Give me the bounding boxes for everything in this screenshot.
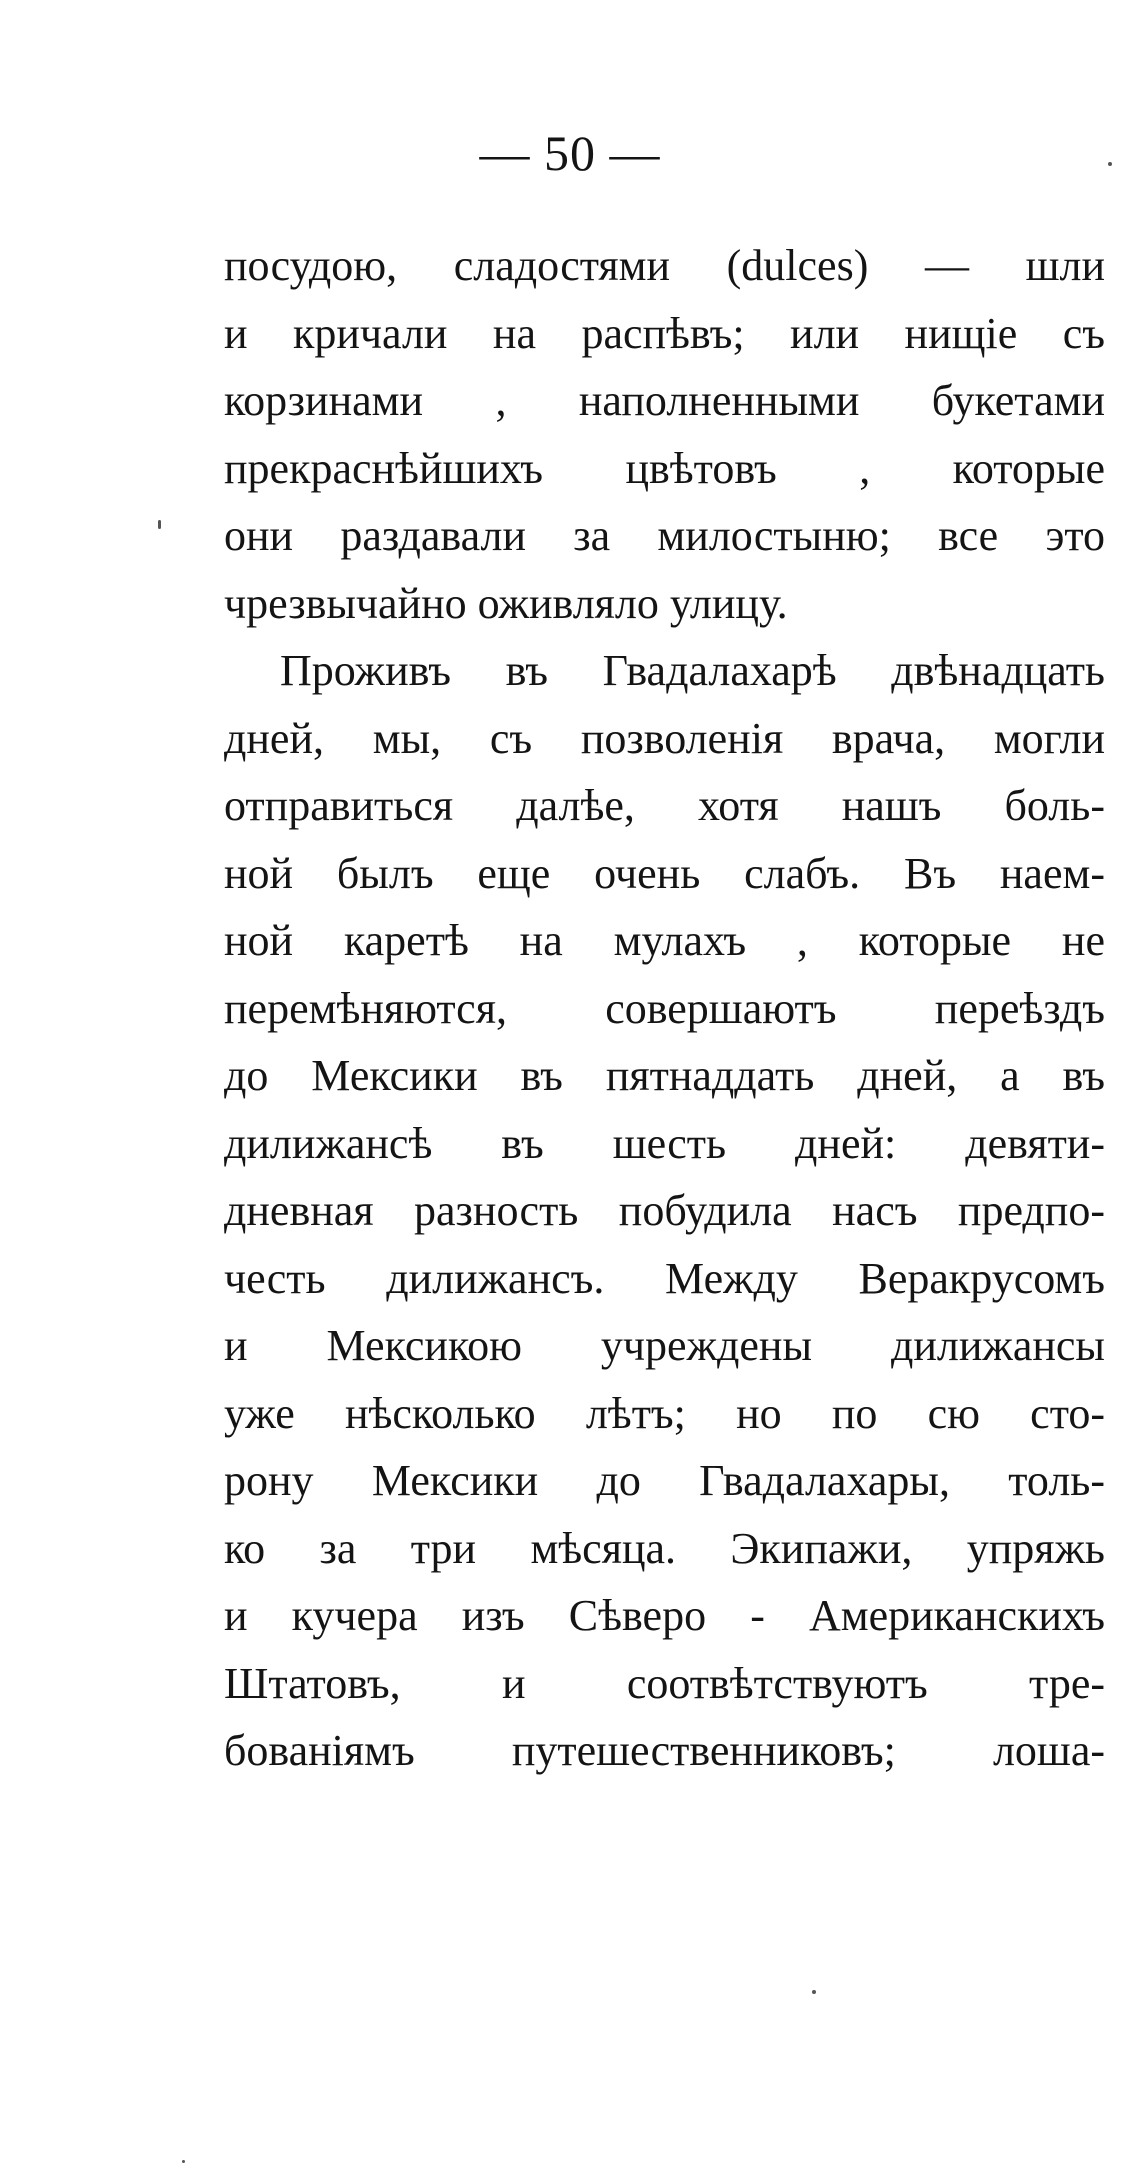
text-line: бованіямъ путешественниковъ; лоша- xyxy=(224,1726,1105,1775)
text-line: перемѣняются, совершаютъ переѣздъ xyxy=(224,983,1105,1033)
body-text xyxy=(224,232,1105,1785)
text-line: Проживъ въ Гвадалахарѣ двѣнадцать xyxy=(280,646,1105,695)
text-line: до Мексики въ пятнаддать дней, а въ xyxy=(224,1051,1105,1100)
text-line: и кучера изъ Сѣверо - Американскихъ xyxy=(224,1591,1105,1640)
paragraph-1 xyxy=(224,232,1105,637)
text-line: они раздавали за милостыню; все это xyxy=(224,511,1105,560)
text-line: отправиться далѣе, хотя нашъ боль- xyxy=(224,781,1105,830)
scan-speck xyxy=(812,1990,816,1994)
text-line: уже нѣсколько лѣтъ; но по сю сто- xyxy=(224,1388,1105,1438)
text-line: корзинами , наполненными букетами xyxy=(224,376,1105,425)
text-line: честь дилижансъ. Между Веракрусомъ xyxy=(224,1253,1105,1303)
scan-speck xyxy=(182,2160,185,2163)
text-line: дилижансѣ въ шесть дней: девяти- xyxy=(224,1118,1105,1168)
scan-speck xyxy=(1108,162,1112,166)
text-line: посудою, сладостями (dulces) — шли xyxy=(224,241,1105,290)
text-line: и кричали на распѣвъ; или нищіе съ xyxy=(224,308,1105,358)
text-line: ко за три мѣсяца. Экипажи, упряжь xyxy=(224,1523,1105,1573)
text-line: чрезвычайно оживляло улицу. xyxy=(224,578,788,628)
text-line: дней, мы, съ позволенія врача, могли xyxy=(224,713,1105,763)
text-line: Штатовъ, и соотвѣтствуютъ тре- xyxy=(224,1658,1105,1708)
text-line: дневная разность побудила насъ предпо- xyxy=(224,1186,1105,1235)
text-line: ной каретѣ на мулахъ , которые не xyxy=(224,916,1105,965)
text-line: и Мексикою учреждены дилижансы xyxy=(224,1321,1105,1370)
page-number: — 50 — xyxy=(479,125,661,181)
text-line: рону Мексики до Гвадалахары, толь- xyxy=(224,1456,1105,1505)
text-line: ной былъ еще очень слабъ. Въ наем- xyxy=(224,848,1105,898)
paragraph-2 xyxy=(224,637,1105,1785)
scan-speck xyxy=(158,520,161,529)
text-line: прекраснѣйшихъ цвѣтовъ , которые xyxy=(224,443,1105,493)
